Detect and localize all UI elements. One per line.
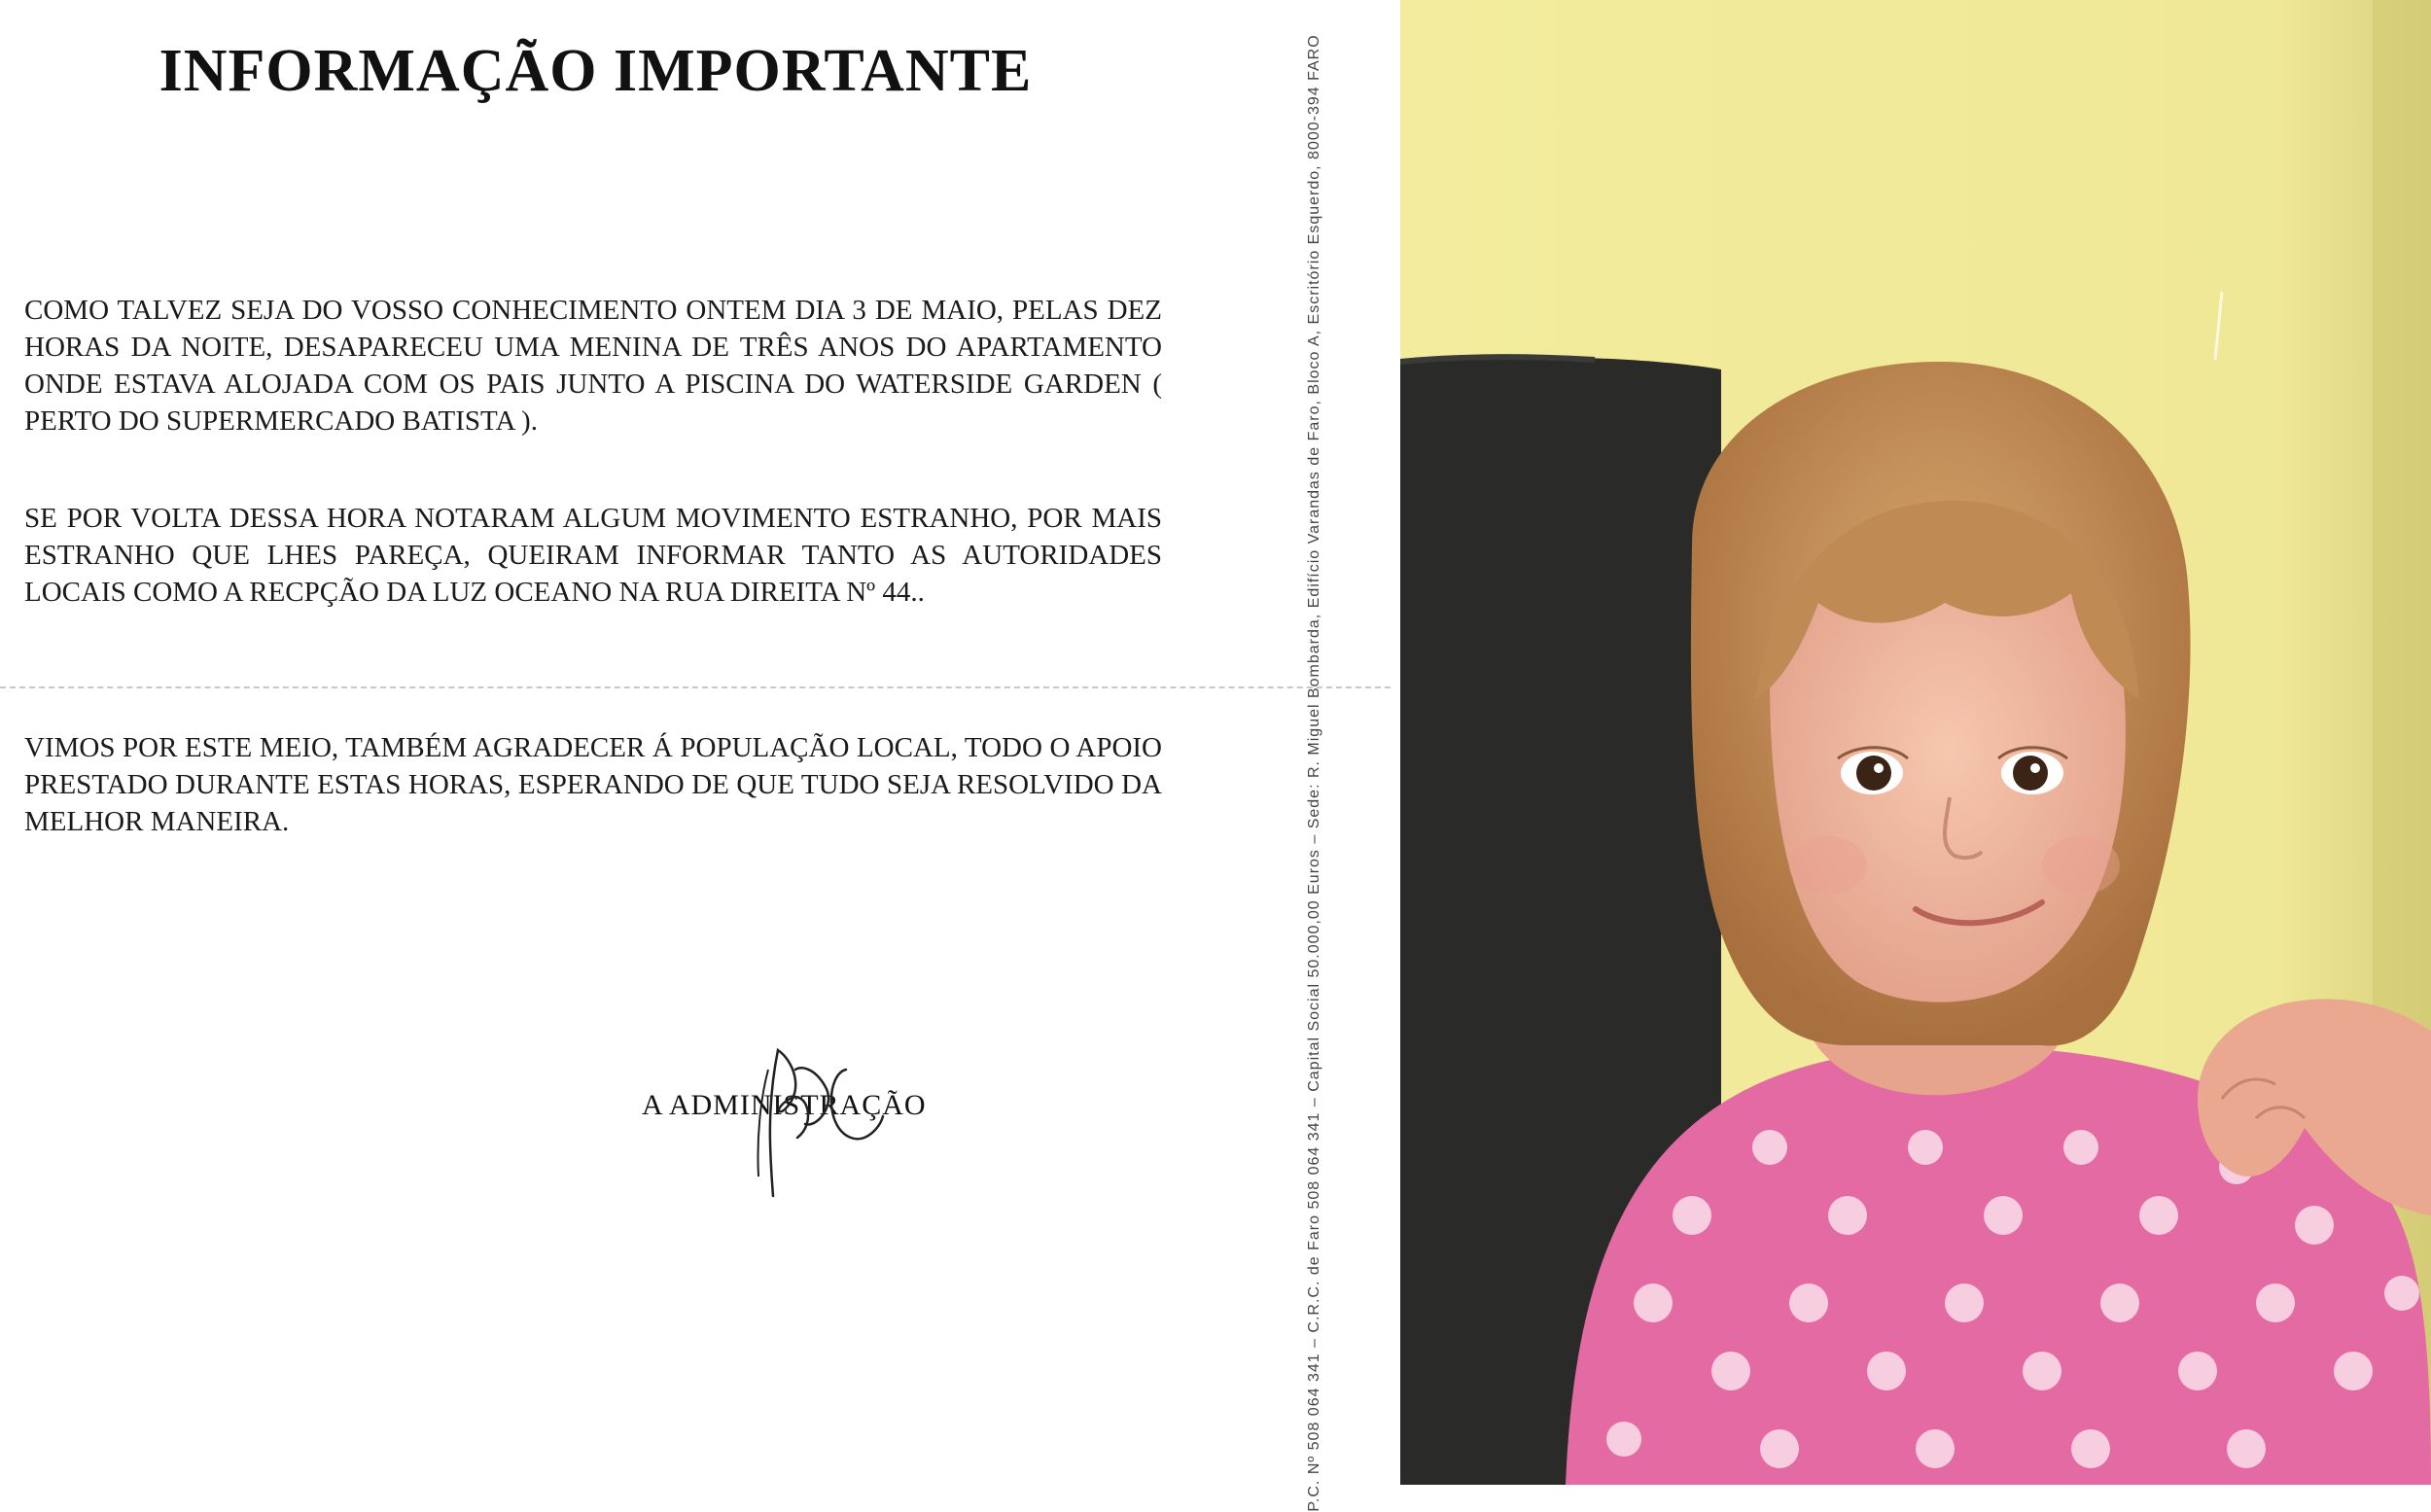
letter-title: INFORMAÇÃO IMPORTANTE (159, 38, 1033, 104)
letter-paragraph-1: COMO TALVEZ SEJA DO VOSSO CONHECIMENTO ONTEM DIA 3 DE MAIO, PELAS DEZ HORAS DA NOITE, DESAPARECEU UMA MENINA DE TRÊS ANOS DO APARTAMENTO ONDE ESTAVA ALOJADA COM OS PAIS JUNTO A PISCINA DO WATERSIDE GARDEN ( PERTO DO SUPERMERCADO BATISTA ). (24, 295, 1162, 437)
signature-block (622, 1031, 953, 1206)
letter-paragraph-2: SE POR VOLTA DESSA HORA NOTARAM ALGUM MOVIMENTO ESTRANHO, POR MAIS ESTRANHO QUE LHES PAREÇA, QUEIRAM INFORMAR TANTO AS AUTORIDADES LOCAIS COMO A RECPÇÃO DA LUZ OCEANO NA RUA DIREITA Nº 44.. (24, 503, 1162, 608)
child-portrait-illustration (1400, 0, 2431, 1485)
fold-line (0, 686, 1391, 688)
letter-paragraph-3: VIMOS POR ESTE MEIO, TAMBÉM AGRADECER Á POPULAÇÃO LOCAL, TODO O APOIO PRESTADO DURANTE ESTAS HORAS, ESPERANDO DE QUE TUDO SEJA RESOLVIDO DA MELHOR MANEIRA. (24, 732, 1162, 837)
company-imprint: P.C. Nº 508 064 341 – C.R.C. de Faro 508 064 341 – Capital Social 50.000,00 Euros – Sede: R. Miguel Bombarda, Edifício Varandas de Faro, Bloco A, Escritório Esquerdo, 8000-394 FARO (1306, 34, 1322, 1512)
child-photo (1400, 0, 2431, 1485)
company-imprint-strip (1295, 34, 1334, 1512)
face (1770, 545, 2126, 1002)
handwritten-signature (681, 1031, 914, 1206)
signature-label: A ADMINISTRAÇÃO (642, 1089, 927, 1121)
